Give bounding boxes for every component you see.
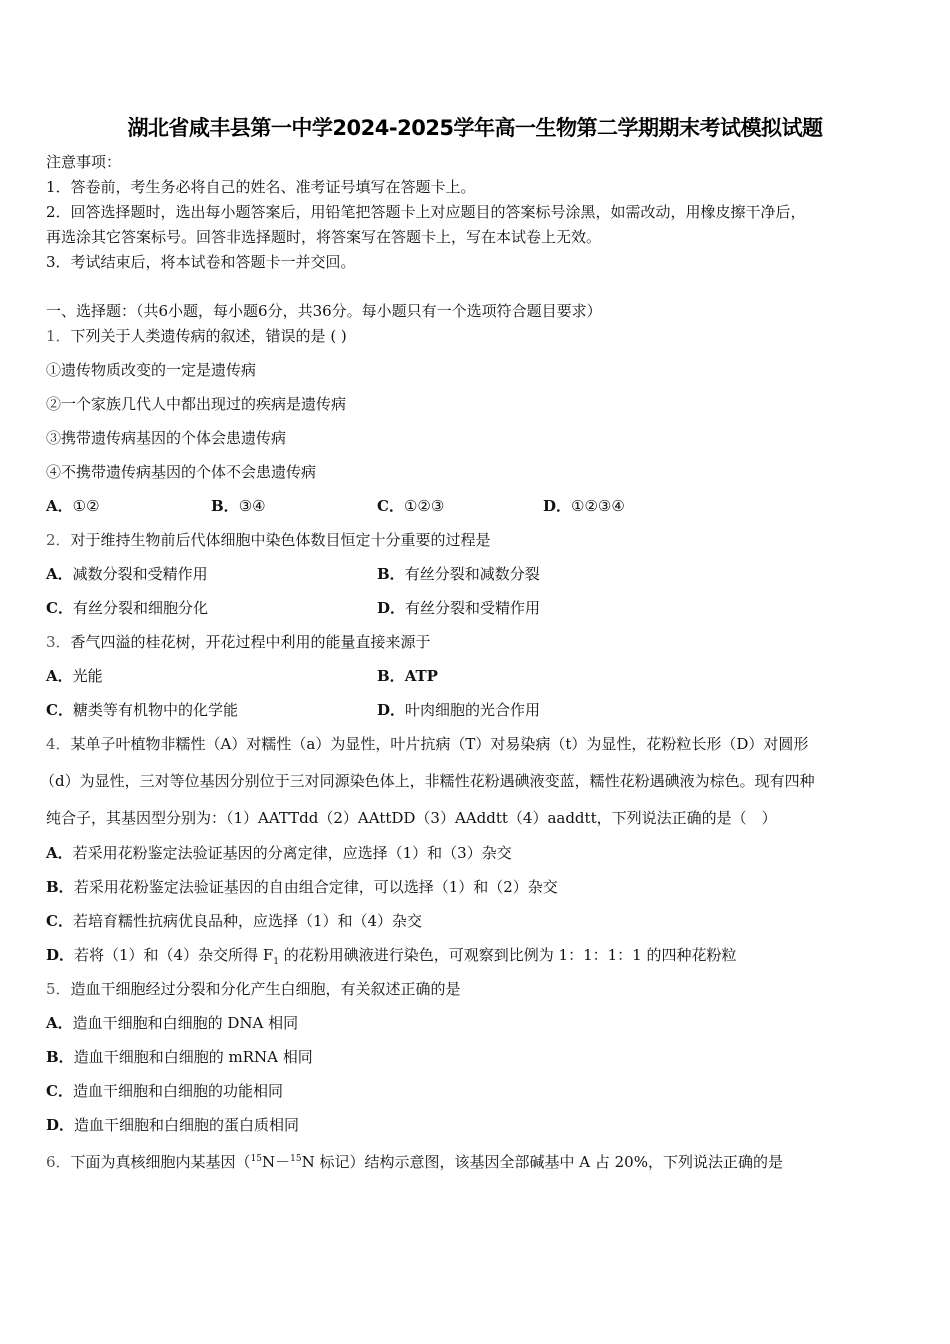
- question-1-option-b: B．③④: [211, 497, 266, 515]
- question-5-option-c: C．造血干细胞和白细胞的功能相同: [46, 1082, 283, 1100]
- question-5-option-d: D．造血干细胞和白细胞的蛋白质相同: [46, 1116, 300, 1134]
- question-6-stem: 6．下面为真核细胞内某基因（$^{15}$N－$^{15}$N 标记）结构示意图，该基因全部碱基中 A 占 20%，下列说法正确的是: [46, 1153, 783, 1171]
- question-2-option-d: D．有丝分裂和受精作用: [377, 599, 541, 617]
- notice-item-1: 1．答卷前，考生务必将自己的姓名、准考证号填写在答题卡上。: [46, 178, 476, 196]
- section-heading: 一、选择题：（共6小题，每小题6分，共36分。每小题只有一个选项符合题目要求）: [46, 302, 602, 320]
- question-1-option-c: C．①②③: [377, 497, 445, 515]
- question-2-stem: 2．对于维持生物前后代体细胞中染色体数目恒定十分重要的过程是: [46, 531, 491, 549]
- question-4-option-b: B．若采用花粉鉴定法验证基因的自由组合定律，可以选择（1）和（2）杂交: [46, 878, 558, 896]
- question-4-option-d: D．若将（1）和（4）杂交所得 $F_1$ 的花粉用碘液进行染色，可观察到比例为 1：1：1：1 的四种花粉粒: [46, 946, 737, 967]
- question-4-stem-line-1: 4．某单子叶植物非糯性（A）对糯性（a）为显性，叶片抗病（T）对易染病（t）为显性，花粉粒长形（D）对圆形: [46, 735, 809, 753]
- notice-item-2: 2．回答选择题时，选出每小题答案后，用铅笔把答题卡上对应题目的答案标号涂黑，如需改动，用橡皮擦干净后，: [46, 203, 806, 221]
- question-4-stem-line-2: （d）为显性，三对等位基因分别位于三对同源染色体上，非糯性花粉遇碘液变蓝，糯性花粉遇碘液为棕色。现有四种: [40, 772, 815, 790]
- question-5-stem: 5．造血干细胞经过分裂和分化产生白细胞，有关叙述正确的是: [46, 980, 461, 998]
- question-1-option-d: D．①②③④: [543, 497, 625, 515]
- question-2-option-a: A．减数分裂和受精作用: [46, 565, 208, 583]
- question-4-option-c: C．若培育糯性抗病优良品种，应选择（1）和（4）杂交: [46, 912, 423, 930]
- question-number: 1．: [46, 327, 71, 345]
- question-1-statement-4: ④不携带遗传病基因的个体不会患遗传病: [46, 463, 317, 481]
- notice-heading: 注意事项：: [46, 153, 122, 171]
- question-5-option-b: B．造血干细胞和白细胞的 mRNA 相同: [46, 1048, 313, 1066]
- question-3-option-a: A．光能: [46, 667, 103, 685]
- question-3-stem: 3．香气四溢的桂花树，开花过程中利用的能量直接来源于: [46, 633, 431, 651]
- question-1-statement-3: ③携带遗传病基因的个体会患遗传病: [46, 429, 287, 447]
- question-2-option-c: C．有丝分裂和细胞分化: [46, 599, 208, 617]
- question-text: 下列关于人类遗传病的叙述，错误的是 ( ): [70, 327, 347, 345]
- notice-item-2-cont: 再选涂其它答案标号。回答非选择题时，将答案写在答题卡上，写在本试卷上无效。: [46, 228, 602, 246]
- question-3-option-b: B．ATP: [377, 667, 438, 685]
- question-1-option-a: A．①②: [46, 497, 100, 515]
- question-5-option-a: A．造血干细胞和白细胞的 DNA 相同: [46, 1014, 299, 1032]
- question-1-statement-2: ②一个家族几代人中都出现过的疾病是遗传病: [46, 395, 347, 413]
- question-2-option-b: B．有丝分裂和减数分裂: [377, 565, 540, 583]
- exam-title: 湖北省咸丰县第一中学2024-2025学年高一生物第二学期期末考试模拟试题: [127, 116, 823, 140]
- notice-item-3: 3．考试结束后，将本试卷和答题卡一并交回。: [46, 253, 356, 271]
- question-3-option-c: C．糖类等有机物中的化学能: [46, 701, 238, 719]
- question-4-stem-line-3: 纯合子，其基因型分别为：（1）AATTdd（2）AAttDD（3）AAddtt（4）aaddtt，下列说法正确的是（ ）: [46, 809, 777, 827]
- question-3-option-d: D．叶肉细胞的光合作用: [377, 701, 541, 719]
- question-1-stem: [46, 326, 347, 346]
- question-4-option-a: A．若采用花粉鉴定法验证基因的分离定律，应选择（1）和（3）杂交: [46, 844, 512, 862]
- question-1-statement-1: ①遗传物质改变的一定是遗传病: [46, 361, 257, 379]
